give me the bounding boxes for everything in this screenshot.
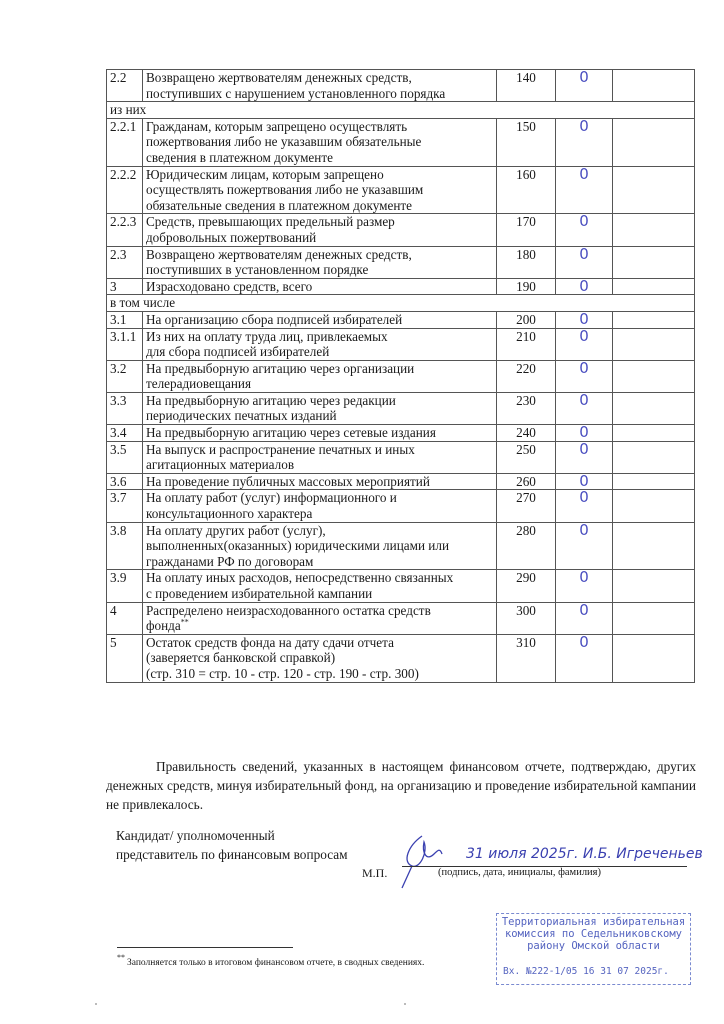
description-text: выполненных(оказанных) юридическими лицами или	[145, 538, 450, 554]
description-line	[146, 262, 493, 278]
description-line	[146, 393, 493, 409]
description-line	[146, 86, 493, 102]
description-text: На оплату работ (услуг) информационного и	[145, 490, 397, 506]
table-row	[107, 328, 695, 360]
stamp-line1: Территориальная избирательная	[501, 916, 686, 928]
row-description	[142, 246, 496, 278]
description-text: добровольных пожертвований	[145, 229, 317, 245]
description-text: (заверяется банковской справкой)	[145, 650, 336, 666]
description-line	[146, 230, 493, 246]
description-line	[146, 70, 493, 86]
amount-value: 0	[556, 278, 613, 295]
description-line	[146, 150, 493, 166]
description-line	[146, 618, 493, 634]
description-text: сведения в платежном документе	[145, 149, 333, 165]
table-row	[107, 490, 695, 522]
row-description	[142, 118, 496, 166]
footnote-divider	[117, 947, 293, 948]
footnote-text: Заполняется только в итоговом финансовом отчете, в сводных сведениях.	[127, 958, 425, 968]
table-row	[107, 360, 695, 392]
signature-caption: (подпись, дата, инициалы, фамилия)	[438, 867, 602, 878]
description-text: Юридическим лицам, которым запрещено	[145, 166, 384, 182]
line-code: 290	[496, 570, 556, 602]
description-line	[146, 586, 493, 602]
description-line	[146, 538, 493, 554]
row-number: 3.7	[107, 490, 143, 522]
line-code: 300	[496, 602, 556, 634]
table-row	[107, 522, 695, 570]
description-text: На предвыборную агитацию через редакции	[145, 392, 396, 408]
description-line	[146, 635, 493, 651]
description-text: На предвыборную агитацию через организации	[145, 360, 415, 376]
table-row	[107, 473, 695, 490]
description-text: На выпуск и распространение печатных и иных	[145, 441, 415, 457]
notes-cell	[612, 490, 694, 522]
stamp-line2: комиссия по Седельниковскому	[504, 928, 682, 940]
row-number: 2.2	[107, 70, 143, 102]
line-code: 210	[496, 328, 556, 360]
notes-cell	[612, 214, 694, 246]
row-number: 3.5	[107, 441, 143, 473]
line-code: 190	[496, 278, 556, 295]
description-line	[146, 506, 493, 522]
amount-value: 0	[556, 70, 613, 102]
description-text: для сбора подписей избирателей	[145, 344, 330, 360]
description-text: Из них на оплату труда лиц, привлекаемых	[145, 328, 388, 344]
line-code: 250	[496, 441, 556, 473]
description-line	[146, 425, 493, 441]
description-text: консультационного характера	[145, 506, 313, 522]
description-text: Средств, превышающих предельный размер	[145, 214, 395, 230]
description-text: обязательные сведения в платежном документе	[145, 197, 412, 213]
table-row	[107, 425, 695, 442]
line-code: 270	[496, 490, 556, 522]
notes-cell	[612, 70, 694, 102]
line-code: 150	[496, 118, 556, 166]
amount-value: 0	[556, 118, 613, 166]
notes-cell	[612, 441, 694, 473]
row-description	[142, 166, 496, 214]
description-text: Возвращено жертвователям денежных средств,	[145, 70, 412, 85]
amount-value: 0	[556, 473, 613, 490]
table-section-row	[107, 295, 695, 312]
description-line	[146, 666, 493, 682]
row-number: 2.2.2	[107, 166, 143, 214]
table-row	[107, 634, 695, 682]
description-line	[146, 247, 493, 263]
description-line	[146, 554, 493, 570]
table-section-row	[107, 102, 695, 119]
description-line	[146, 570, 493, 586]
line-code: 310	[496, 634, 556, 682]
line-code: 160	[496, 166, 556, 214]
description-line	[146, 650, 493, 666]
description-text: На предвыборную агитацию через сетевые издания	[145, 425, 436, 441]
notes-cell	[612, 328, 694, 360]
notes-cell	[612, 634, 694, 682]
row-number: 3.2	[107, 360, 143, 392]
description-text: Гражданам, которым запрещено осуществлять	[145, 118, 408, 134]
row-description	[142, 570, 496, 602]
notes-cell	[612, 425, 694, 442]
description-text: Израсходовано средств, всего	[145, 278, 313, 294]
amount-value: 0	[556, 328, 613, 360]
row-number: 3.3	[107, 392, 143, 424]
row-description	[142, 328, 496, 360]
stamp-registration: Вх. №222-1/05 16 31 07 2025г.	[503, 966, 669, 977]
description-line	[146, 134, 493, 150]
line-code: 170	[496, 214, 556, 246]
description-line	[146, 329, 493, 345]
row-number: 3.6	[107, 473, 143, 490]
description-text: агитационных материалов	[145, 457, 295, 473]
table-row	[107, 570, 695, 602]
description-text: поступивших с нарушением установленного порядка	[145, 85, 446, 101]
row-description	[142, 70, 496, 102]
signature-handwritten-text: 31 июля 2025г. И.Б. Игреченьев	[466, 846, 703, 862]
line-code: 230	[496, 392, 556, 424]
description-line	[146, 474, 493, 490]
row-description	[142, 392, 496, 424]
row-description	[142, 441, 496, 473]
notes-cell	[612, 246, 694, 278]
row-number: 3.8	[107, 522, 143, 570]
notes-cell	[612, 278, 694, 295]
row-description	[142, 490, 496, 522]
description-text: Возвращено жертвователям денежных средств,	[145, 246, 412, 262]
footnote-mark: **	[117, 953, 125, 962]
signatory-role	[116, 826, 348, 864]
table-row	[107, 602, 695, 634]
description-text: На организацию сбора подписей избирателей	[145, 311, 403, 327]
description-text: пожертвования либо не указавшим обязательные	[145, 134, 422, 150]
scan-speck	[95, 1003, 97, 1005]
scan-speck	[404, 1003, 406, 1005]
description-text: На проведение публичных массовых мероприятий	[145, 473, 430, 489]
description-line	[146, 119, 493, 135]
amount-value: 0	[556, 570, 613, 602]
description-text: телерадиовещания	[145, 376, 252, 392]
table-row	[107, 166, 695, 214]
section-label: из них	[107, 102, 695, 119]
amount-value: 0	[556, 392, 613, 424]
description-text: поступивших в установленном порядке	[145, 262, 369, 278]
row-number: 3.9	[107, 570, 143, 602]
row-description	[142, 522, 496, 570]
notes-cell	[612, 118, 694, 166]
row-number: 4	[107, 602, 143, 634]
description-text: периодических печатных изданий	[145, 408, 337, 424]
row-number: 3.4	[107, 425, 143, 442]
notes-cell	[612, 570, 694, 602]
financial-report-table	[106, 69, 695, 683]
line-code: 240	[496, 425, 556, 442]
description-text: На оплату других работ (услуг),	[145, 522, 326, 538]
description-line	[146, 442, 493, 458]
notes-cell	[612, 311, 694, 328]
description-text: (стр. 310 = стр. 10 - стр. 120 - стр. 190 - стр. 300)	[145, 665, 419, 681]
row-number: 2.2.3	[107, 214, 143, 246]
commission-stamp	[496, 913, 691, 985]
notes-cell	[612, 166, 694, 214]
amount-value: 0	[556, 490, 613, 522]
description-text: гражданами РФ по договорам	[145, 553, 314, 569]
amount-value: 0	[556, 360, 613, 392]
notes-cell	[612, 522, 694, 570]
description-text: фонда	[145, 618, 181, 634]
row-description	[142, 311, 496, 328]
amount-value: 0	[556, 441, 613, 473]
description-line	[146, 361, 493, 377]
description-line	[146, 490, 493, 506]
line-code: 280	[496, 522, 556, 570]
description-line	[146, 457, 493, 473]
footnote-reference: **	[180, 617, 189, 627]
line-code: 260	[496, 473, 556, 490]
row-description	[142, 360, 496, 392]
section-label: в том числе	[107, 295, 695, 312]
description-line	[146, 523, 493, 539]
row-description	[142, 278, 496, 295]
stamp-line3: району Омской области	[527, 940, 660, 952]
description-line	[146, 603, 493, 619]
line-code: 180	[496, 246, 556, 278]
line-code: 140	[496, 70, 556, 102]
amount-value: 0	[556, 166, 613, 214]
notes-cell	[612, 392, 694, 424]
signature-mark	[398, 832, 448, 890]
description-line	[146, 344, 493, 360]
table-row	[107, 278, 695, 295]
confirmation-statement: Правильность сведений, указанных в настоящем финансовом отчете, подтверждаю, других денежных средств, минуя избирательный фонд, на организацию и проведение избирательной кампании не привлекалось.	[106, 759, 696, 812]
table-row	[107, 392, 695, 424]
amount-value: 0	[556, 634, 613, 682]
row-description	[142, 214, 496, 246]
row-number: 2.2.1	[107, 118, 143, 166]
description-text: осуществлять пожертвования либо не указавшим	[145, 182, 424, 198]
line-code: 220	[496, 360, 556, 392]
amount-value: 0	[556, 246, 613, 278]
row-number: 2.3	[107, 246, 143, 278]
table-row	[107, 70, 695, 102]
row-number: 5	[107, 634, 143, 682]
notes-cell	[612, 360, 694, 392]
table-row	[107, 118, 695, 166]
description-line	[146, 198, 493, 214]
description-text: На оплату иных расходов, непосредственно связанных	[145, 570, 454, 586]
table-row	[107, 311, 695, 328]
description-line	[146, 376, 493, 392]
row-description	[142, 602, 496, 634]
signatory-role-line2: представитель по финансовым вопросам	[116, 847, 348, 862]
notes-cell	[612, 602, 694, 634]
description-line	[146, 214, 493, 230]
seal-place-label: М.П.	[362, 866, 388, 880]
description-line	[146, 279, 493, 295]
table-row	[107, 246, 695, 278]
notes-cell	[612, 473, 694, 490]
description-line	[146, 408, 493, 424]
amount-value: 0	[556, 425, 613, 442]
line-code: 200	[496, 311, 556, 328]
table-row	[107, 214, 695, 246]
description-text: Остаток средств фонда на дату сдачи отчета	[145, 634, 394, 650]
amount-value: 0	[556, 522, 613, 570]
amount-value: 0	[556, 602, 613, 634]
description-line	[146, 312, 493, 328]
description-text: Распределено неизрасходованного остатка средств	[145, 602, 431, 618]
description-line	[146, 167, 493, 183]
signatory-role-line1: Кандидат/ уполномоченный	[116, 828, 275, 843]
amount-value: 0	[556, 214, 613, 246]
amount-value: 0	[556, 311, 613, 328]
row-number: 3.1.1	[107, 328, 143, 360]
description-line	[146, 182, 493, 198]
row-description	[142, 425, 496, 442]
row-number: 3.1	[107, 311, 143, 328]
row-number: 3	[107, 278, 143, 295]
row-description	[142, 473, 496, 490]
table-row	[107, 441, 695, 473]
description-text: с проведением избирательной кампании	[145, 586, 373, 601]
row-description	[142, 634, 496, 682]
